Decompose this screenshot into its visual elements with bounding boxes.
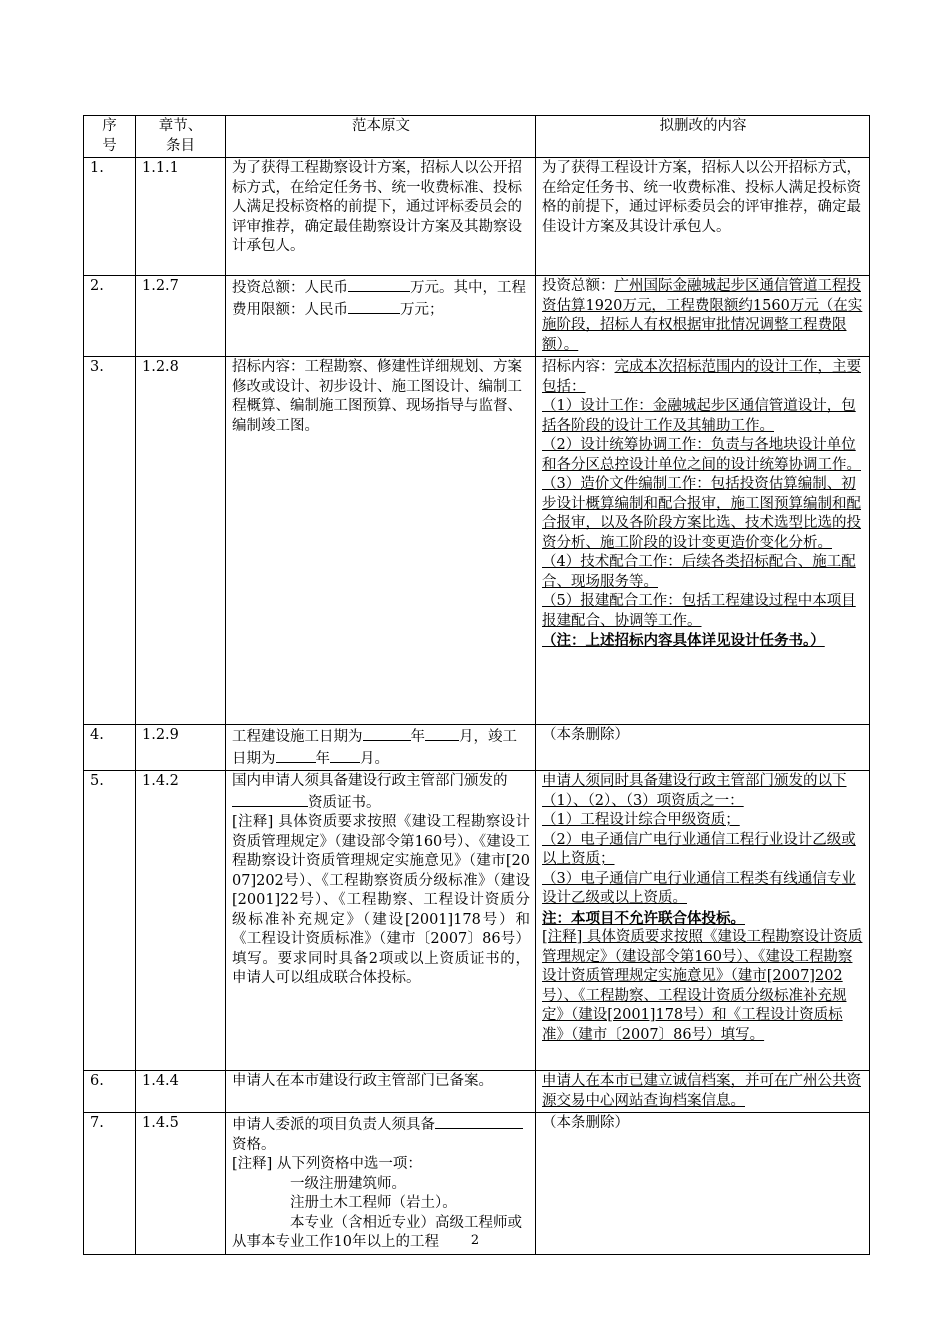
note-text: [注释] 具体资质要求按照《建设工程勘察设计资质管理规定》（建设部令第160号）、《建设工程勘察设计资质管理规定实施意见》（建市[2007]202号）、《工程勘察、工程设计资质分级标准补充规定》（建设[2001]178号）和《工程设计资质标准》（建市〔2007〕86号）填写。 bbox=[542, 929, 863, 1043]
header-modified: 拟删改的内容 bbox=[536, 116, 870, 158]
page-number: 2 bbox=[470, 1233, 480, 1248]
list-item: （2）电子通信广电行业通信工程行业设计乙级或以上资质； bbox=[542, 831, 856, 867]
row-no: 3. bbox=[84, 357, 136, 725]
option-item: 本专业（含相近专业）高级工程师或从事本专业工作10年以上的工程 bbox=[232, 1214, 522, 1250]
revision-table bbox=[83, 115, 870, 1255]
fill-blank bbox=[348, 299, 400, 314]
row-section: 1.1.1 bbox=[136, 158, 226, 276]
original-text bbox=[226, 725, 536, 771]
note-text: [注释] 具体资质要求按照《建设工程勘察设计资质管理规定》（建设部令第160号）、《建设工程勘察设计资质管理规定实施意见》（建市[2007]202号）、《工程勘察资质分级标准》（建设[2001]22号）、《工程勘察、工程设计资质分级标准补充规定》（建设[2001]178号）和《工程设计资质标准》（建市〔2007〕86号）填写。要求同时具备2项或以上资质证书的，申请人可以组成联合体投标。 bbox=[232, 814, 530, 986]
list-item: 申请人须同时具备建设行政主管部门颁发的以下（1）、（2）、（3）项资质之一： bbox=[542, 773, 847, 809]
text-segment: 资格。 bbox=[232, 1136, 276, 1153]
option-item: 注册土木工程师（岩土）。 bbox=[290, 1195, 457, 1211]
fill-blank bbox=[330, 748, 360, 763]
text-segment: 投资总额：人民币 bbox=[232, 280, 348, 296]
table-row bbox=[84, 357, 870, 725]
fill-blank bbox=[348, 277, 410, 292]
modified-text bbox=[536, 357, 870, 725]
fill-blank bbox=[493, 1114, 523, 1129]
note-text: [注释] 从下列资格中选一项： bbox=[232, 1156, 422, 1172]
underlined-text: 广州国际金融城起步区通信管道工程投资估算1920万元，工程费限额约1560万元（在实施阶段，招标人有权根据审批情况调整工程费限额）。 bbox=[542, 278, 863, 353]
table-row bbox=[84, 771, 870, 1071]
list-item: （1）设计工作：金融城起步区通信管道设计，包括各阶段的设计工作及其辅助工作。 bbox=[542, 398, 856, 434]
row-no: 7. bbox=[84, 1113, 136, 1255]
fill-blank bbox=[435, 1114, 493, 1129]
note-text: （注：上述招标内容具体详见设计任务书。） bbox=[542, 632, 825, 649]
original-text: 招标内容：工程勘察、修建性详细规划、方案修改或设计、初步设计、施工图设计、编制工程概算、编制施工图预算、现场指导与监督、编制竣工图。 bbox=[226, 357, 536, 725]
modified-text bbox=[536, 771, 870, 1071]
text-segment: 万元。其中，工程费用限额：人民币 bbox=[232, 280, 526, 318]
row-section: 1.2.7 bbox=[136, 276, 226, 357]
text-segment: 万元； bbox=[400, 301, 444, 318]
modified-text: （本条删除） bbox=[536, 1113, 870, 1255]
text-segment: 年 bbox=[410, 729, 425, 745]
list-item: （4）技术配合工作：后续各类招标配合、施工配合、现场服务等。 bbox=[542, 554, 856, 590]
row-section: 1.2.9 bbox=[136, 725, 226, 771]
text-segment: 工程建设施工日期为 bbox=[232, 729, 363, 745]
table-row bbox=[84, 276, 870, 357]
row-section: 1.4.4 bbox=[136, 1071, 226, 1113]
row-no: 6. bbox=[84, 1071, 136, 1113]
option-item: 一级注册建筑师。 bbox=[290, 1175, 406, 1192]
header-no: 序号 bbox=[84, 116, 136, 158]
text-segment: 月。 bbox=[360, 750, 389, 767]
row-section: 1.4.2 bbox=[136, 771, 226, 1071]
fill-blank bbox=[363, 726, 411, 741]
list-item: （1）工程设计综合甲级资质； bbox=[542, 812, 740, 828]
text-segment: 申请人委派的项目负责人须具备 bbox=[232, 1117, 435, 1133]
header-section: 章节、条目 bbox=[136, 116, 226, 158]
table-row bbox=[84, 1071, 870, 1113]
row-no: 1. bbox=[84, 158, 136, 276]
text-segment: 招标内容： bbox=[542, 359, 615, 375]
modified-text bbox=[536, 1071, 870, 1113]
table-row bbox=[84, 158, 870, 276]
list-item: （3）造价文件编制工作：包括投资估算编制、初步设计概算编制和配合报审，施工图预算编制和配合报审，以及各阶段方案比选、技术选型比选的投资分析、施工阶段的设计变更造价变化分析。 bbox=[542, 476, 861, 551]
row-no: 2. bbox=[84, 276, 136, 357]
text-segment: 投资总额： bbox=[542, 278, 615, 294]
text-segment: 资质证书。 bbox=[308, 794, 381, 811]
underlined-text: 申请人在本市已建立诚信档案，并可在广州公共资源交易中心网站查询档案信息。 bbox=[542, 1073, 861, 1109]
table-header-row bbox=[84, 116, 870, 158]
row-no: 4. bbox=[84, 725, 136, 771]
text-segment: 国内申请人须具备建设行政主管部门颁发的 bbox=[232, 773, 508, 789]
original-text bbox=[226, 771, 536, 1071]
modified-text: 为了获得工程设计方案，招标人以公开招标方式，在给定任务书、统一收费标准、投标人满足投标资格的前提下，通过评标委员会的评审推荐，确定最佳设计方案及其设计承包人。 bbox=[536, 158, 870, 276]
row-no: 5. bbox=[84, 771, 136, 1071]
fill-blank bbox=[276, 748, 316, 763]
row-section: 1.2.8 bbox=[136, 357, 226, 725]
original-text: 申请人在本市建设行政主管部门已备案。 bbox=[226, 1071, 536, 1113]
modified-text: （本条删除） bbox=[536, 725, 870, 771]
fill-blank bbox=[425, 726, 459, 741]
fill-blank bbox=[232, 792, 308, 807]
list-item: （2）设计统筹协调工作：负责与各地块设计单位和各分区总控设计单位之间的设计统筹协调工作。 bbox=[542, 437, 861, 473]
original-text bbox=[226, 276, 536, 357]
text-segment: 月，竣工日期为 bbox=[232, 729, 517, 767]
text-segment: 年 bbox=[315, 750, 330, 767]
bold-note: 注：本项目不允许联合体投标。 bbox=[542, 909, 745, 927]
header-original: 范本原文 bbox=[226, 116, 536, 158]
table-row bbox=[84, 725, 870, 771]
row-section: 1.4.5 bbox=[136, 1113, 226, 1255]
modified-text bbox=[536, 276, 870, 357]
original-text: 为了获得工程勘察设计方案，招标人以公开招标方式，在给定任务书、统一收费标准、投标人满足投标资格的前提下，通过评标委员会的评审推荐，确定最佳勘察设计方案及其勘察设计承包人。 bbox=[226, 158, 536, 276]
list-item: （3）电子通信广电行业通信工程类有线通信专业设计乙级或以上资质。 bbox=[542, 870, 856, 906]
underlined-text: 完成本次招标范围内的设计工作，主要包括： bbox=[542, 359, 861, 395]
list-item: （5）报建配合工作：包括工程建设过程中本项目报建配合、协调等工作。 bbox=[542, 593, 856, 629]
